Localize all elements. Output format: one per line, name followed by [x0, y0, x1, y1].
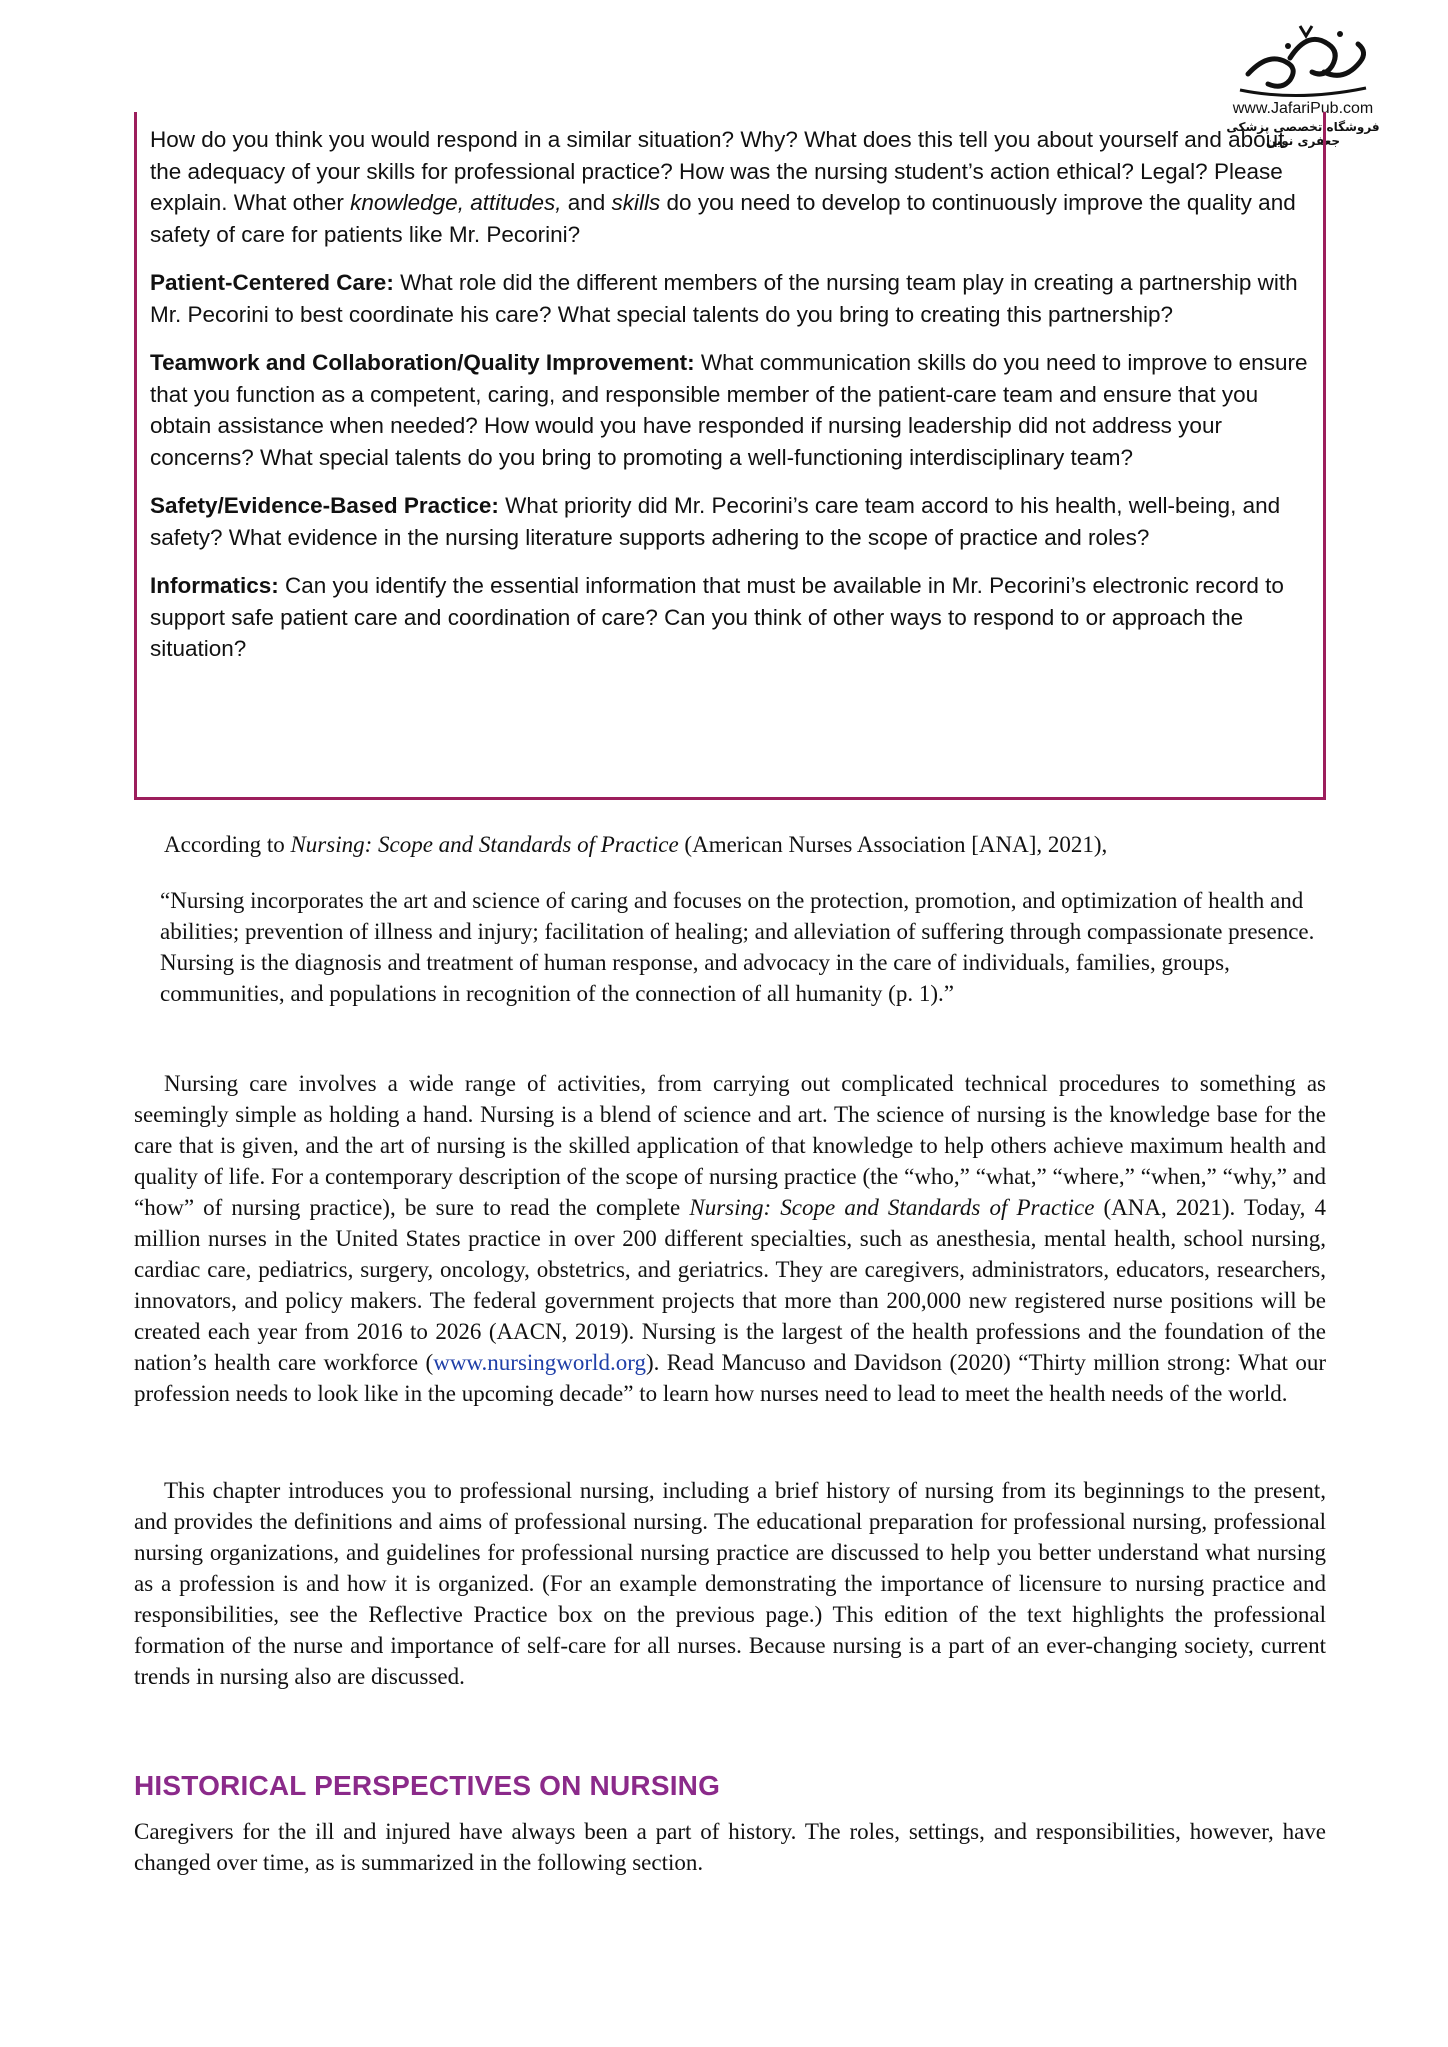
body-paragraph-2: This chapter introduces you to professional nursing, including a brief history of nursing from its beginnings to the present, and provides the definitions and aims of professional nursing. The educational preparation for professional nursing, professional nursing organizations, and guidelines for professional nursing practice are discussed to help you better understand what nursing as a profession is and how it is organized. (For an example demonstrating the importance of licensure to nursing practice and responsibilities, see the Reflective Practice box on the previous page.) This edition of the text highlights the professional formation of the nurse and importance of self-care for all nurses. Because nursing is a part of an ever-changing society, current trends in nursing also are discussed.: [134, 1478, 1326, 1689]
publisher-tagline: فروشگاه تخصصی پزشکی جعفری نوین: [1226, 120, 1380, 148]
reflection-questions: How do you think you would respond in a similar situation? Why? What does this tell you about yourself and about the adequacy of your skills for professional practice? How was the nursing student’s action ethical? Legal? Please explain. What other knowledge, attitudes, and skills do you need to develop to continuously improve the quality and safety of care for patients like Mr. Pecorini?: [150, 127, 1296, 247]
intro-sentence: According to Nursing: Scope and Standards of Practice (American Nurses Association [ANA], 2021),: [164, 832, 1108, 857]
safety-evidence-item: Safety/Evidence-Based Practice: What priority did Mr. Pecorini’s care team accord to his health, well-being, and safety? What evidence in the nursing literature supports adhering to the scope of practice and roles?: [150, 493, 1281, 550]
patient-centered-care-item: Patient-Centered Care: What role did the different members of the nursing team play in creating a partnership with Mr. Pecorini to best coordinate his care? What special talents do you bring to creating this partnership?: [150, 270, 1298, 327]
section-paragraph: Caregivers for the ill and injured have always been a part of history. The roles, settings, and responsibilities, however, have changed over time, as is summarized in the following section.: [134, 1819, 1326, 1875]
calligraphy-logo-icon: [1228, 22, 1378, 102]
nursingworld-link[interactable]: www.nursingworld.org: [433, 1350, 646, 1375]
section-heading: HISTORICAL PERSPECTIVES ON NURSING: [134, 1770, 721, 1801]
teamwork-collaboration-item: Teamwork and Collaboration/Quality Improvement: What communication skills do you need to improve to ensure that you function as a competent, caring, and responsible member of the patient-care team and ensure that you obtain assistance when needed? How would you have responded if nursing leadership did not address your concerns? What special talents do you bring to promoting a well-functioning interdisciplinary team?: [150, 350, 1308, 470]
informatics-item: Informatics: Can you identify the essential information that must be available in Mr. Pecorini’s electronic record to support safe patient care and coordination of care? Can you think of other ways to respond to or approach the situation?: [150, 573, 1284, 661]
publisher-url: www.JafariPub.com: [1232, 100, 1374, 117]
body-paragraph-1: Nursing care involves a wide range of activities, from carrying out complicated technical procedures to something as seemingly simple as holding a hand. Nursing is a blend of science and art. The science of nursing is the knowledge base for the care that is given, and the art of nursing is the skilled application of that knowledge to help others achieve maximum health and quality of life. For a contemporary description of the scope of nursing practice (the “who,” “what,” “where,” “when,” “why,” and “how” of nursing practice), be sure to read the complete Nursing: Scope and Standards of Practice (ANA, 2021). Today, 4 million nurses in the United States practice in over 200 different specialties, such as anesthesia, mental health, school nursing, cardiac care, pediatrics, surgery, oncology, obstetrics, and geriatrics. They are caregivers, administrators, educators, researchers, innovators, and policy makers. The federal government projects that more than 200,000 new registered nurse positions will be created each year from 2016 to 2026 (AACN, 2019). Nursing is the largest of the health professions and the foundation of the nation’s health care workforce (www.nursingworld.org). Read Mancuso and Davidson (2020) “Thirty million strong: What our profession needs to look like in the upcoming decade” to learn how nurses need to lead to meet the health needs of the world.: [134, 1071, 1326, 1406]
reflective-practice-box: [134, 112, 1326, 800]
ana-definition-quote: “Nursing incorporates the art and science of caring and focuses on the protection, promotion, and optimization of health and abilities; prevention of illness and injury; facilitation of healing; and alleviation of suffering through compassionate presence. Nursing is the diagnosis and treatment of human response, and advocacy in the care of individuals, families, groups, communities, and populations in recognition of the connection of all humanity (p. 1).”: [160, 888, 1315, 1006]
